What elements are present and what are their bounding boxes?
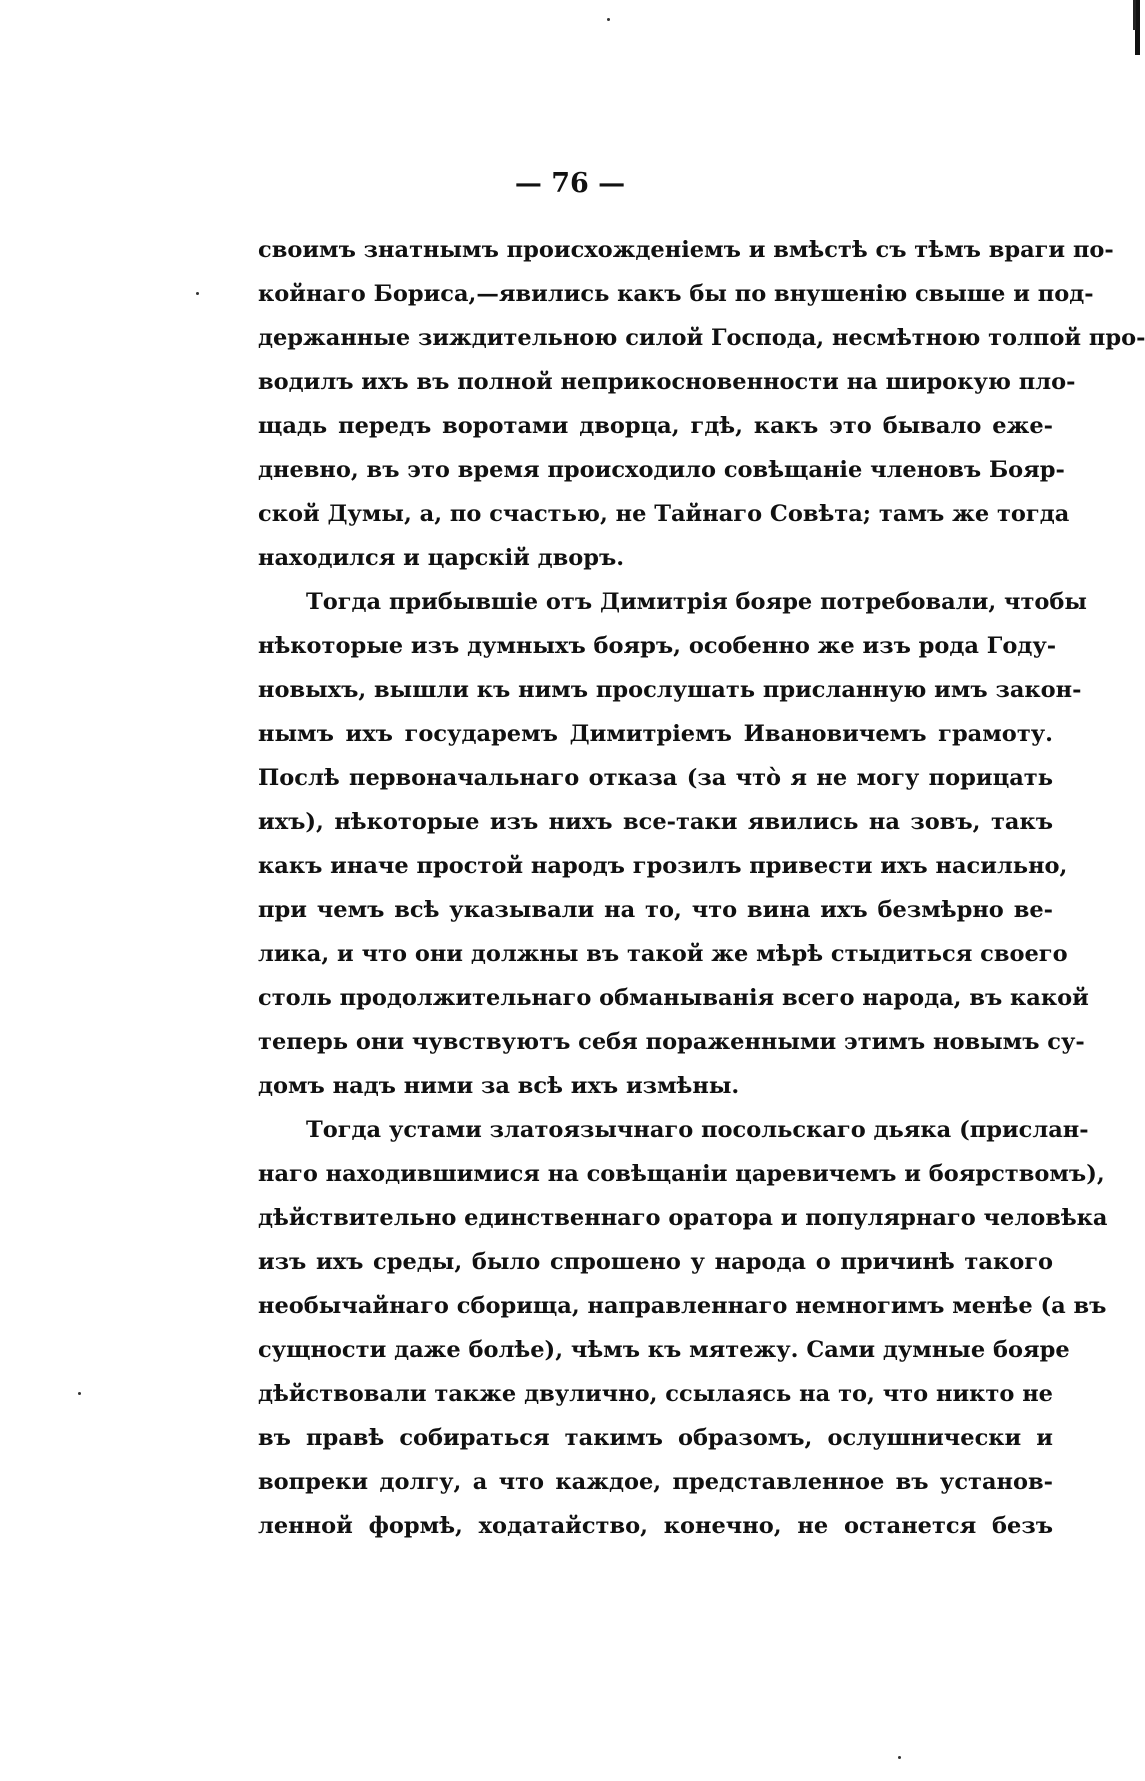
text-line: изъ ихъ среды, было спрошено у народа о причинѣ такого	[258, 1249, 1053, 1275]
text-line: сущности даже болѣе), чѣмъ къ мятежу. Сами думные бояре	[258, 1337, 1070, 1363]
text-line: ихъ), нѣкоторые изъ нихъ все-таки явились на зовъ, такъ	[258, 809, 1053, 835]
text-line: наго находившимися на совѣщаніи царевичемъ и боярствомъ),	[258, 1161, 1105, 1187]
text-line: при чемъ всѣ указывали на то, что вина ихъ безмѣрно ве-	[258, 897, 1053, 923]
text-line: щадь передъ воротами дворца, гдѣ, какъ это бывало еже-	[258, 413, 1053, 439]
text-line: необычайнаго сборища, направленнаго немногимъ менѣе (а въ	[258, 1293, 1107, 1319]
page-number: — 76 —	[514, 168, 626, 199]
text-line: нымъ ихъ государемъ Димитріемъ Ивановичемъ грамоту.	[258, 721, 1053, 747]
print-speck	[607, 18, 610, 21]
page-edge-mark	[1135, 0, 1140, 55]
text-line: какъ иначе простой народъ грозилъ привести ихъ насильно,	[258, 853, 1068, 879]
print-speck	[196, 292, 199, 295]
text-line: ленной формѣ, ходатайство, конечно, не останется безъ	[258, 1513, 1053, 1539]
text-line: находился и царскій дворъ.	[258, 545, 625, 571]
print-speck	[78, 1392, 81, 1395]
text-line: Послѣ первоначальнаго отказа (за что̀ я не могу порицать	[258, 765, 1053, 791]
text-line: столь продолжительнаго обманыванія всего народа, въ какой	[258, 985, 1089, 1011]
paragraph-3	[258, 1108, 1108, 1548]
text-line: теперь они чувствуютъ себя пораженными этимъ новымъ су-	[258, 1029, 1085, 1055]
text-line: ской Думы, а, по счастью, не Тайнаго Совѣта; тамъ же тогда	[258, 501, 1070, 527]
print-speck	[898, 1756, 901, 1759]
text-line: нѣкоторые изъ думныхъ бояръ, особенно же изъ рода Году-	[258, 633, 1057, 659]
text-line: койнаго Бориса,—явились какъ бы по внушенію свыше и под-	[258, 281, 1094, 307]
text-line: новыхъ, вышли къ нимъ прослушать присланную имъ закон-	[258, 677, 1082, 703]
text-line: въ правѣ собираться такимъ образомъ, ослушнически и	[258, 1425, 1053, 1451]
text-line: вопреки долгу, а что каждое, представленное въ установ-	[258, 1469, 1053, 1495]
text-line: держанные зиждительною силой Господа, несмѣтною толпой про-	[258, 325, 1145, 351]
text-line: своимъ знатнымъ происхожденіемъ и вмѣстѣ съ тѣмъ враги по-	[258, 237, 1114, 263]
paragraph-1	[258, 228, 1145, 580]
text-line: дѣйствительно единственнаго оратора и популярнаго человѣка	[258, 1205, 1108, 1231]
body-text	[258, 228, 1145, 1548]
text-line: домъ надъ ними за всѣ ихъ измѣны.	[258, 1073, 740, 1099]
text-line: лика, и что они должны въ такой же мѣрѣ стыдиться своего	[258, 941, 1068, 967]
paragraph-2	[258, 580, 1089, 1108]
text-line: водилъ ихъ въ полной неприкосновенности на широкую пло-	[258, 369, 1076, 395]
text-line: Тогда прибывшіе отъ Димитрія бояре потребовали, чтобы	[306, 589, 1087, 615]
text-line: дѣйствовали также двулично, ссылаясь на то, что никто не	[258, 1381, 1053, 1407]
text-line: Тогда устами златоязычнаго посольскаго дьяка (прислан-	[306, 1117, 1089, 1143]
text-line: дневно, въ это время происходило совѣщаніе членовъ Бояр-	[258, 457, 1065, 483]
